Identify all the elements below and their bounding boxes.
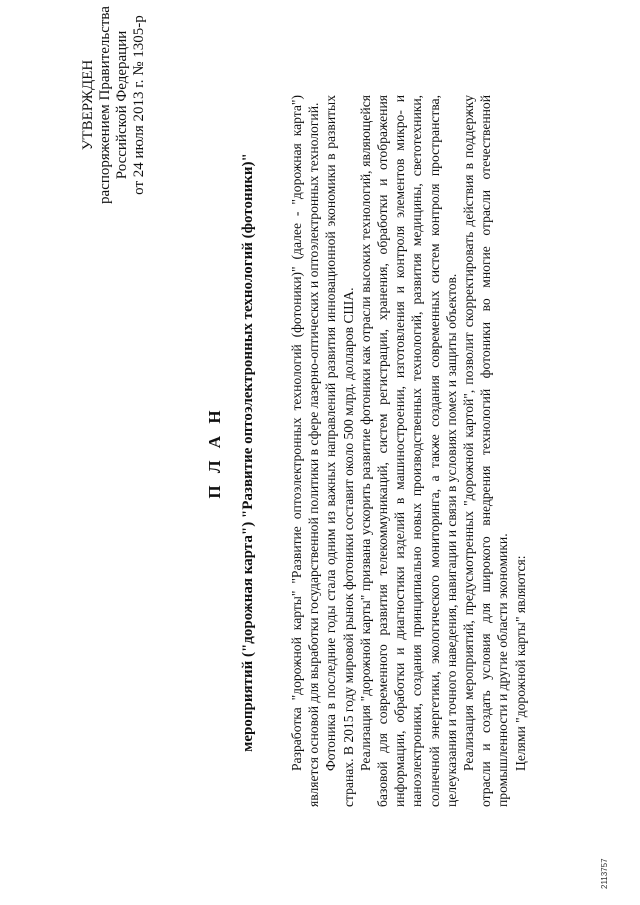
approval-country: Российской Федерации — [114, 30, 130, 180]
body-paragraph: Фотоника в последние годы стала одним из важных направлений развития инновационной экономики в развитых странах. В 2015 году мировой рынок фотоники составит около 500 млрд. долларов США. — [323, 95, 356, 807]
approval-status: УТВЕРЖДЕН — [80, 59, 96, 151]
document-body — [288, 95, 529, 807]
document-title: П Л А Н — [205, 406, 224, 499]
body-paragraph: Разработка "дорожной карты" "Развитие оптоэлектронных технологий (фотоники)" (далее - "дорожная карта") является основой для выработки государственной политики в сфере лазерно-оптических и оптоэлектронных технологий. — [289, 95, 322, 807]
body-paragraph: Реализация мероприятий, предусмотренных "дорожной картой", позволит скорректировать действия в поддержку отрасли и создать условия для широкого внедрения технологий фотоники во многие отрасли отечественной промышленности и другие области экономики. — [461, 95, 511, 807]
approval-date-number: от 24 июля 2013 г. № 1305-р — [131, 15, 147, 195]
document-subtitle: мероприятий ("дорожная карта") "Развитие оптоэлектронных технологий (фотоники)" — [240, 153, 256, 752]
document-code: 2113757 — [600, 858, 609, 889]
body-paragraph: Целями "дорожной карты" являются: — [512, 555, 528, 771]
body-paragraph: Реализация "дорожной карты" призвана ускорить развитие фотоники как отрасли высоких технологий, являющейся базовой для современного развития телекоммуникаций, систем регистрации, хранения, обработки и отображения информации, обработки и диагностики изделий в машиностроении, изготовления и контроля элементов микро- и наноэлектроники, создания принципиально новых производственных технологий, развития медицины, светотехники, солнечной энергетики, экологического мониторинга, а также создания современных систем контроля пространства, целеуказания и точного наведения, навигации и связи в условиях помех и защиты объектов. — [357, 95, 459, 807]
approval-block — [80, 5, 148, 205]
approval-authority: распоряжением Правительства — [97, 6, 113, 204]
